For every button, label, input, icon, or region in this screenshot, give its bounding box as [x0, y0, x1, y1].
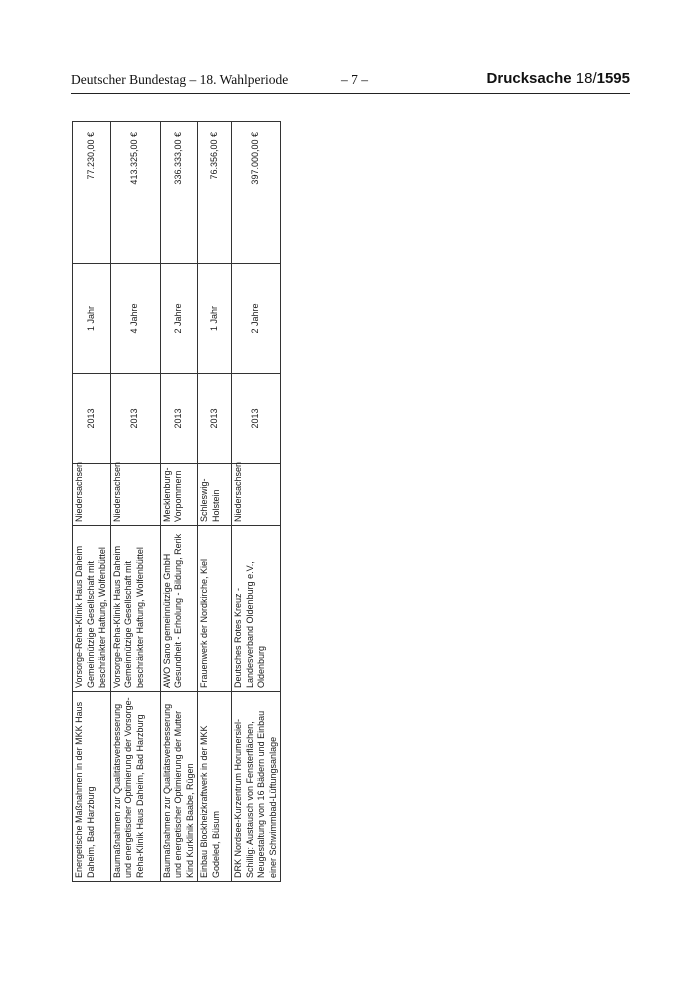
funding-table: [72, 121, 281, 882]
amount-cell: 413.325,00 €: [110, 122, 160, 264]
state-cell: Niedersachsen: [73, 464, 111, 526]
parliament-title: Deutscher Bundestag – 18. Wahlperiode: [71, 72, 289, 87]
table-row: [73, 122, 111, 882]
provider-cell: Frauenwerk der Nordkirche, Kiel: [198, 526, 232, 692]
state-cell: Niedersachsen: [110, 464, 160, 526]
duration-cell: 1 Jahr: [73, 264, 111, 374]
duration-cell: 1 Jahr: [198, 264, 232, 374]
table-row: [198, 122, 232, 882]
table-row: [110, 122, 160, 882]
document-number-value: 1595: [596, 70, 630, 87]
measure-cell: DRK Nordsee-Kurzentrum Horumersiel-Schillig: Austausch von Fensterflächen, Neugestaltung von 16 Bädern und Einbau einer Schwimmbad-Lüftungsanlage: [232, 692, 281, 882]
document-number-prefix: 18/: [571, 70, 597, 87]
measure-cell: Baumaßnahmen zur Qualitätsverbesserung und energetischer Optimierung der Mutter Kind Kurklinik Baabe, Rügen: [160, 692, 198, 882]
table-row: [232, 122, 281, 882]
amount-cell: 397.000,00 €: [232, 122, 281, 264]
state-cell: Schleswig-Holstein: [198, 464, 232, 526]
year-cell: 2013: [110, 374, 160, 464]
year-cell: 2013: [73, 374, 111, 464]
amount-cell: 76.356,00 €: [198, 122, 232, 264]
document-number: [487, 70, 630, 87]
year-cell: 2013: [160, 374, 198, 464]
state-cell: Mecklenburg-Vorpommern: [160, 464, 198, 526]
document-label: Drucksache: [486, 70, 572, 87]
provider-cell: AWO Sano gemeinnützige GmbH Gesundheit - Erholung - Bildung, Rerik: [160, 526, 198, 692]
table-row: [160, 122, 198, 882]
page-number: – 7 –: [341, 72, 368, 87]
amount-cell: 77.230,00 €: [73, 122, 111, 264]
provider-cell: Vorsorge-Reha-Klinik Haus Daheim Gemeinnützige Gesellschaft mit beschränkter Haftung, Wolfenbüttel: [110, 526, 160, 692]
measure-cell: Baumaßnahmen zur Qualitätsverbesserung und energetischer Optimierung der Vorsorge-Reha-Klinik Haus Daheim, Bad Harzburg: [110, 692, 160, 882]
measure-cell: Einbau Blockheizkraftwerk in der MKK Godeled, Büsum: [198, 692, 232, 882]
page-header: [71, 71, 630, 94]
provider-cell: Vorsorge-Reha-Klinik Haus Daheim Gemeinnützige Gesellschaft mit beschränkter Haftung, Wolfenbüttel: [73, 526, 111, 692]
year-cell: 2013: [198, 374, 232, 464]
duration-cell: 2 Jahre: [160, 264, 198, 374]
state-cell: Niedersachsen: [232, 464, 281, 526]
provider-cell: Deutsches Rotes Kreuz - Landesverband Oldenburg e.V., Oldenburg: [232, 526, 281, 692]
amount-cell: 336.333,00 €: [160, 122, 198, 264]
rotated-table-wrapper: [72, 122, 278, 882]
year-cell: 2013: [232, 374, 281, 464]
duration-cell: 4 Jahre: [110, 264, 160, 374]
duration-cell: 2 Jahre: [232, 264, 281, 374]
measure-cell: Energetische Maßnahmen in der MKK Haus Daheim, Bad Harzburg: [73, 692, 111, 882]
